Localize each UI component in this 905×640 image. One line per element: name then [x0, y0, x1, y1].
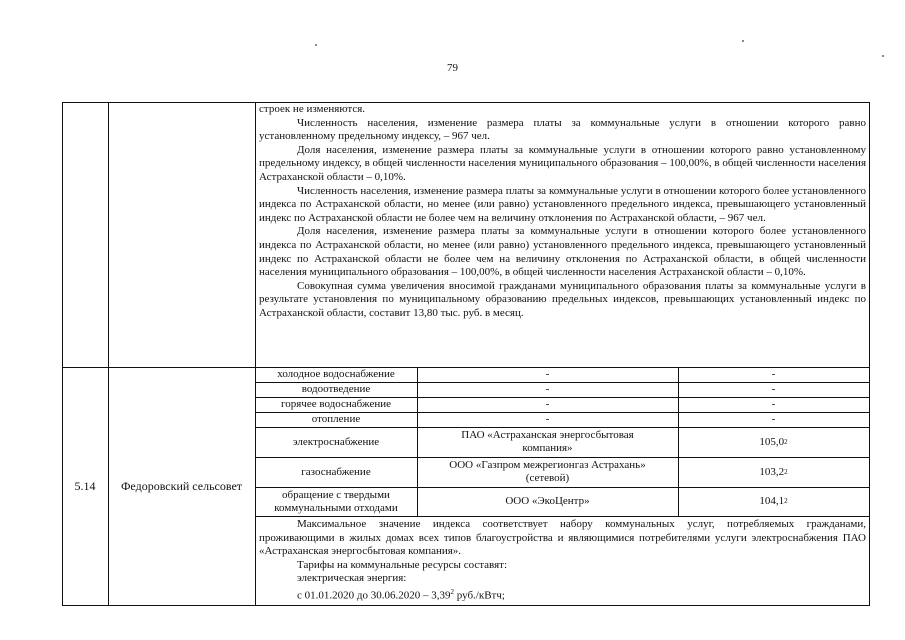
- service-name: горячее водоснабжение: [281, 398, 391, 410]
- service-name: газоснабжение: [301, 465, 371, 478]
- scan-speck: [882, 55, 884, 57]
- paragraph: Доля населения, изменение размера платы за коммунальные услуги в отношении которого равно установленному предельному индексу, в общей численности населения муниципального образования – 100,00%, в общей численности населения Астраханской области – 0,10%.: [259, 143, 866, 183]
- tariff-footnote-mark: 2: [450, 587, 454, 596]
- service-name: обращение с твердыми коммунальными отходами: [274, 488, 398, 514]
- service-provider: ООО «Газпром межрегионгаз Астрахань» (сетевой): [449, 459, 646, 484]
- service-index-cell: [678, 427, 869, 457]
- service-provider: -: [545, 398, 550, 410]
- row-number: 5.14: [74, 478, 96, 493]
- scan-speck: [742, 40, 744, 42]
- service-provider: -: [545, 368, 550, 380]
- paragraph: Совокупная сумма увеличения вносимой гражданами муниципального образования платы за коммунальные услуги в результате установления по муниципальному образованию предельных индексов, превышающих установленный индекс по Астраханской области, составит 13,80 тыс. руб. в месяц.: [259, 279, 866, 319]
- top-text-block: [259, 103, 866, 367]
- service-index: 105,0: [759, 435, 785, 448]
- service-name: водоотведение: [301, 383, 371, 395]
- service-name: холодное водоснабжение: [277, 368, 395, 380]
- service-name: электроснабжение: [292, 435, 380, 448]
- service-provider: -: [545, 383, 550, 395]
- service-index-cell: [678, 487, 869, 516]
- paragraph: Численность населения, изменение размера платы за коммунальные услуги в отношении которого более установленного индекса по Астраханской области, но менее (или равно) установленного предельного индекса, превышающего установленный индекс по Астраханской области не более чем на величину отклонения по Астраханской области, – 967 чел.: [259, 184, 866, 224]
- document-table: [62, 102, 870, 606]
- electric-label: электрическая энергия:: [297, 572, 407, 585]
- service-provider: ПАО «Астраханская энергосбытовая компания»: [461, 429, 634, 454]
- bottom-text-block: [259, 518, 866, 606]
- municipality-name: Федоровский сельсовет: [120, 478, 243, 493]
- service-index: 104,1: [759, 495, 785, 507]
- tariff-line: [259, 586, 866, 603]
- index-footnote-mark: 2: [784, 467, 788, 476]
- tariff-unit: руб./кВтч;: [453, 589, 505, 602]
- service-provider: -: [545, 413, 550, 425]
- paragraph: Доля населения, изменение размера платы за коммунальные услуги в отношении которого более установленного индекса по Астраханской области, но менее (или равно) установленного предельного индекса, превышающего установленный индекс по Астраханской области не более чем на величину отклонения по Астраханской области, в общей численности населения муниципального образования – 100,00%, в общей численности населения Астраханской области – 0,10%.: [259, 225, 866, 279]
- row-divider: [255, 516, 870, 517]
- service-name: отопление: [311, 413, 361, 425]
- tariff-text: с 01.01.2020 до 30.06.2020 – 3,39: [297, 589, 451, 602]
- service-index: 103,2: [759, 465, 785, 478]
- tariffs-title: Тарифы на коммунальные ресурсы составят:: [297, 558, 508, 571]
- page-number: 79: [447, 62, 458, 74]
- service-index: -: [771, 398, 776, 410]
- scan-speck: [315, 44, 317, 46]
- table-border-right: [869, 102, 870, 606]
- service-index: -: [771, 383, 776, 395]
- service-index: -: [771, 413, 776, 425]
- service-provider: ООО «ЭкоЦентр»: [505, 495, 590, 507]
- paragraph: строек не изменяются.: [259, 103, 366, 115]
- service-index: -: [771, 368, 776, 380]
- index-footnote-mark: 2: [784, 437, 788, 446]
- paragraph: Численность населения, изменение размера платы за коммунальные услуги в отношении которого равно установленному предельному индексу, – 967 чел.: [259, 116, 866, 143]
- index-footnote-mark: 2: [784, 497, 788, 505]
- column-divider: [255, 102, 256, 606]
- paragraph: Максимальное значение индекса соответствует набору коммунальных услуг, потребляемых гражданами, проживающими в жилых домах всех типов благоустройства и являющимися потребителями услуги электроснабжения ПАО «Астраханская энергосбытовая компания».: [259, 518, 866, 558]
- service-index-cell: [678, 457, 869, 487]
